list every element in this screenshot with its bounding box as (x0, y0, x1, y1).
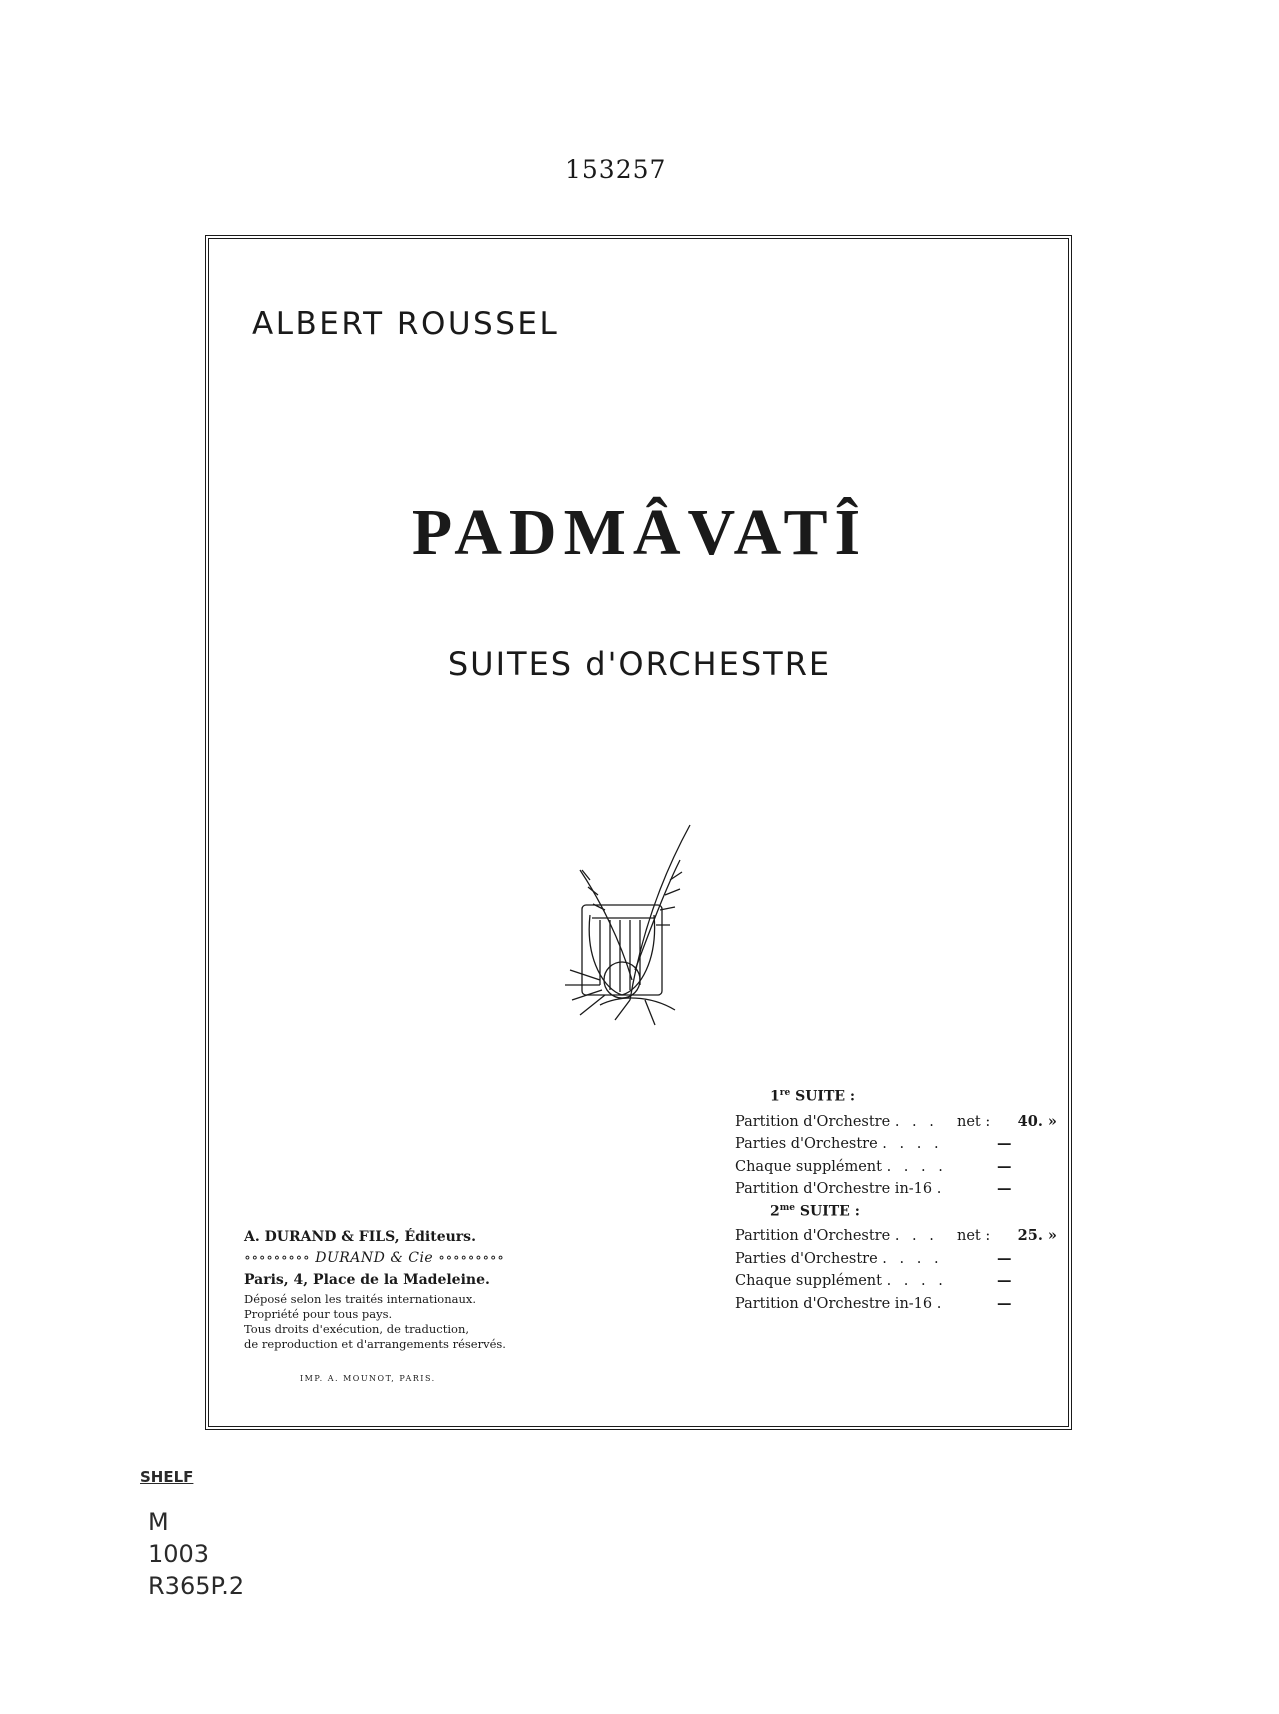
price-list (735, 1088, 1057, 1319)
price-value: — (997, 1294, 1012, 1312)
publisher-name: A. DURAND & FILS, Éditeurs. (244, 1229, 476, 1245)
price-row (735, 1250, 1057, 1273)
price-value: — (997, 1180, 1012, 1198)
price-net: net : (957, 1228, 991, 1245)
call-number-line: 1003 (148, 1540, 210, 1568)
price-label: Partition d'Orchestre in-16 (735, 1295, 933, 1312)
printer-credit: IMP. A. MOUNOT, PARIS. (300, 1374, 436, 1383)
price-dots: . . . . (886, 1273, 947, 1290)
price-row (735, 1135, 1057, 1158)
suite-2-ordinal-sup: me (779, 1202, 795, 1213)
price-net: net : (957, 1113, 991, 1130)
legal-line: de reproduction et d'arrangements réservés. (244, 1337, 506, 1351)
price-label: Parties d'Orchestre (735, 1136, 878, 1153)
call-number-line: M (148, 1508, 169, 1536)
price-dots: . (936, 1181, 946, 1198)
price-dots: . . . (894, 1113, 938, 1130)
suite-2-ordinal: 2 (770, 1203, 780, 1220)
suite-1-label: SUITE : (795, 1088, 856, 1105)
price-value: — (997, 1157, 1012, 1175)
composer-name: ALBERT ROUSSEL (252, 306, 560, 342)
work-title: PADMÂVATÎ (411, 496, 868, 569)
suite-2-title (770, 1203, 1057, 1220)
call-number-line: R365P.2 (148, 1572, 245, 1600)
publisher-address: Paris, 4, Place de la Madeleine. (244, 1272, 490, 1288)
price-dots: . . . . (882, 1136, 943, 1153)
price-value: — (997, 1272, 1012, 1290)
suite-2-label: SUITE : (799, 1203, 860, 1220)
suite-1-title (770, 1088, 1057, 1105)
price-label: Partition d'Orchestre (735, 1228, 891, 1245)
price-label: Chaque supplément (735, 1158, 882, 1175)
price-value: 40. » (1017, 1112, 1057, 1130)
price-row (735, 1113, 1057, 1136)
suite-1 (735, 1088, 1057, 1203)
price-row (735, 1180, 1057, 1203)
legal-line: Propriété pour tous pays. (244, 1307, 393, 1321)
publisher-alt-text: DURAND & Cie (315, 1250, 434, 1266)
price-dots: . . . . (886, 1158, 947, 1175)
price-value: — (997, 1135, 1012, 1153)
ornament-icon: ∘∘∘∘∘∘∘∘∘ (433, 1250, 505, 1266)
suite-1-ordinal: 1 (770, 1088, 780, 1105)
price-dots: . . . . (882, 1250, 943, 1267)
price-label: Chaque supplément (735, 1273, 882, 1290)
legal-notice (244, 1292, 506, 1352)
price-row (735, 1158, 1057, 1181)
price-dots: . (936, 1295, 946, 1312)
lyre-palm-emblem-icon (560, 820, 700, 1035)
work-subtitle: SUITES d'ORCHESTRE (447, 645, 832, 683)
price-value: 25. » (1017, 1227, 1057, 1245)
publisher-block (244, 1229, 506, 1352)
price-row (735, 1272, 1057, 1295)
suite-2 (735, 1203, 1057, 1318)
price-row (735, 1295, 1057, 1318)
suite-1-ordinal-sup: re (779, 1088, 791, 1098)
price-label: Partition d'Orchestre (735, 1113, 891, 1130)
shelf-stamp: SHELF (140, 1468, 194, 1486)
publisher-alt-name (244, 1250, 506, 1266)
price-label: Parties d'Orchestre (735, 1250, 878, 1267)
price-value: — (997, 1249, 1012, 1267)
plate-number: 153257 (565, 155, 667, 184)
price-row (735, 1227, 1057, 1250)
legal-line: Tous droits d'exécution, de traduction, (244, 1322, 470, 1336)
price-label: Partition d'Orchestre in-16 (735, 1181, 933, 1198)
legal-line: Déposé selon les traités internationaux. (244, 1292, 477, 1306)
price-dots: . . . (894, 1228, 938, 1245)
ornament-icon: ∘∘∘∘∘∘∘∘∘ (244, 1250, 316, 1266)
